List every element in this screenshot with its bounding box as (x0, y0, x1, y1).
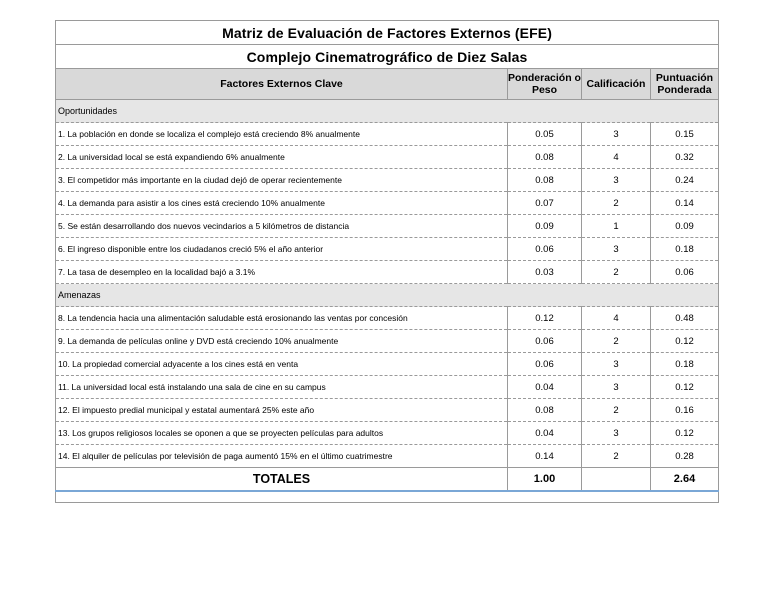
weight-cell: 0.06 (508, 238, 582, 261)
rating-cell: 3 (582, 353, 651, 376)
header-row (56, 69, 719, 100)
rating-cell: 2 (582, 399, 651, 422)
subtitle-row (56, 45, 719, 69)
factor-cell: 8. La tendencia hacia una alimentación saludable está erosionando las ventas por concesión (56, 307, 508, 330)
rating-cell: 3 (582, 422, 651, 445)
header-weight: Ponderación o Peso (508, 69, 582, 100)
totals-label: TOTALES (56, 468, 508, 492)
rating-cell: 3 (582, 376, 651, 399)
score-cell: 0.15 (651, 123, 719, 146)
totals-rating (582, 468, 651, 492)
rating-cell: 3 (582, 238, 651, 261)
matrix-subtitle: Complejo Cinematrográfico de Diez Salas (56, 45, 719, 69)
section-label: Amenazas (56, 284, 719, 307)
score-cell: 0.12 (651, 330, 719, 353)
table-row (56, 353, 719, 376)
table-row (56, 399, 719, 422)
factor-cell: 4. La demanda para asistir a los cines está creciendo 10% anualmente (56, 192, 508, 215)
factor-cell: 1. La población en donde se localiza el complejo está creciendo 8% anualmente (56, 123, 508, 146)
table-row (56, 238, 719, 261)
weight-cell: 0.06 (508, 353, 582, 376)
weight-cell: 0.08 (508, 399, 582, 422)
weight-cell: 0.04 (508, 422, 582, 445)
weight-cell: 0.03 (508, 261, 582, 284)
table-row (56, 445, 719, 468)
factor-cell: 7. La tasa de desempleo en la localidad bajó a 3.1% (56, 261, 508, 284)
section-row (56, 100, 719, 123)
rating-cell: 3 (582, 169, 651, 192)
factor-cell: 2. La universidad local se está expandiendo 6% anualmente (56, 146, 508, 169)
title-row (56, 21, 719, 45)
rating-cell: 2 (582, 330, 651, 353)
score-cell: 0.16 (651, 399, 719, 422)
table-row (56, 261, 719, 284)
table-row (56, 376, 719, 399)
score-cell: 0.12 (651, 422, 719, 445)
score-cell: 0.48 (651, 307, 719, 330)
table-row (56, 123, 719, 146)
score-cell: 0.09 (651, 215, 719, 238)
section-row (56, 284, 719, 307)
table-row (56, 330, 719, 353)
rating-cell: 3 (582, 123, 651, 146)
header-rating: Calificación (582, 69, 651, 100)
rating-cell: 2 (582, 445, 651, 468)
matrix-title: Matriz de Evaluación de Factores Externos (EFE) (56, 21, 719, 45)
table-row (56, 307, 719, 330)
score-cell: 0.28 (651, 445, 719, 468)
totals-row (56, 468, 719, 492)
factor-cell: 11. La universidad local está instalando una sala de cine en su campus (56, 376, 508, 399)
footer-spacer-row (56, 491, 719, 503)
weight-cell: 0.05 (508, 123, 582, 146)
table-row (56, 169, 719, 192)
score-cell: 0.06 (651, 261, 719, 284)
factor-cell: 3. El competidor más importante en la ciudad dejó de operar recientemente (56, 169, 508, 192)
header-factor: Factores Externos Clave (56, 69, 508, 100)
weight-cell: 0.04 (508, 376, 582, 399)
score-cell: 0.12 (651, 376, 719, 399)
weight-cell: 0.12 (508, 307, 582, 330)
factor-cell: 13. Los grupos religiosos locales se oponen a que se proyecten películas para adultos (56, 422, 508, 445)
efe-matrix-sheet (55, 20, 718, 503)
rating-cell: 4 (582, 146, 651, 169)
score-cell: 0.24 (651, 169, 719, 192)
totals-weight: 1.00 (508, 468, 582, 492)
header-score: Puntuación Ponderada (651, 69, 719, 100)
totals-score: 2.64 (651, 468, 719, 492)
weight-cell: 0.14 (508, 445, 582, 468)
weight-cell: 0.08 (508, 169, 582, 192)
weight-cell: 0.09 (508, 215, 582, 238)
factor-cell: 9. La demanda de películas online y DVD está creciendo 10% anualmente (56, 330, 508, 353)
score-cell: 0.14 (651, 192, 719, 215)
factor-cell: 14. El alquiler de películas por televisión de paga aumentó 15% en el último cuatrimestre (56, 445, 508, 468)
factor-cell: 10. La propiedad comercial adyacente a los cines está en venta (56, 353, 508, 376)
factor-cell: 12. El impuesto predial municipal y estatal aumentará 25% este año (56, 399, 508, 422)
weight-cell: 0.06 (508, 330, 582, 353)
table-row (56, 215, 719, 238)
weight-cell: 0.07 (508, 192, 582, 215)
rating-cell: 2 (582, 192, 651, 215)
factor-cell: 6. El ingreso disponible entre los ciudadanos creció 5% el año anterior (56, 238, 508, 261)
table-row (56, 146, 719, 169)
rating-cell: 4 (582, 307, 651, 330)
rating-cell: 2 (582, 261, 651, 284)
table-row (56, 192, 719, 215)
efe-matrix-table (55, 20, 719, 503)
table-row (56, 422, 719, 445)
score-cell: 0.18 (651, 238, 719, 261)
rating-cell: 1 (582, 215, 651, 238)
weight-cell: 0.08 (508, 146, 582, 169)
factor-cell: 5. Se están desarrollando dos nuevos vecindarios a 5 kilómetros de distancia (56, 215, 508, 238)
footer-spacer (56, 491, 719, 503)
score-cell: 0.18 (651, 353, 719, 376)
section-label: Oportunidades (56, 100, 719, 123)
score-cell: 0.32 (651, 146, 719, 169)
